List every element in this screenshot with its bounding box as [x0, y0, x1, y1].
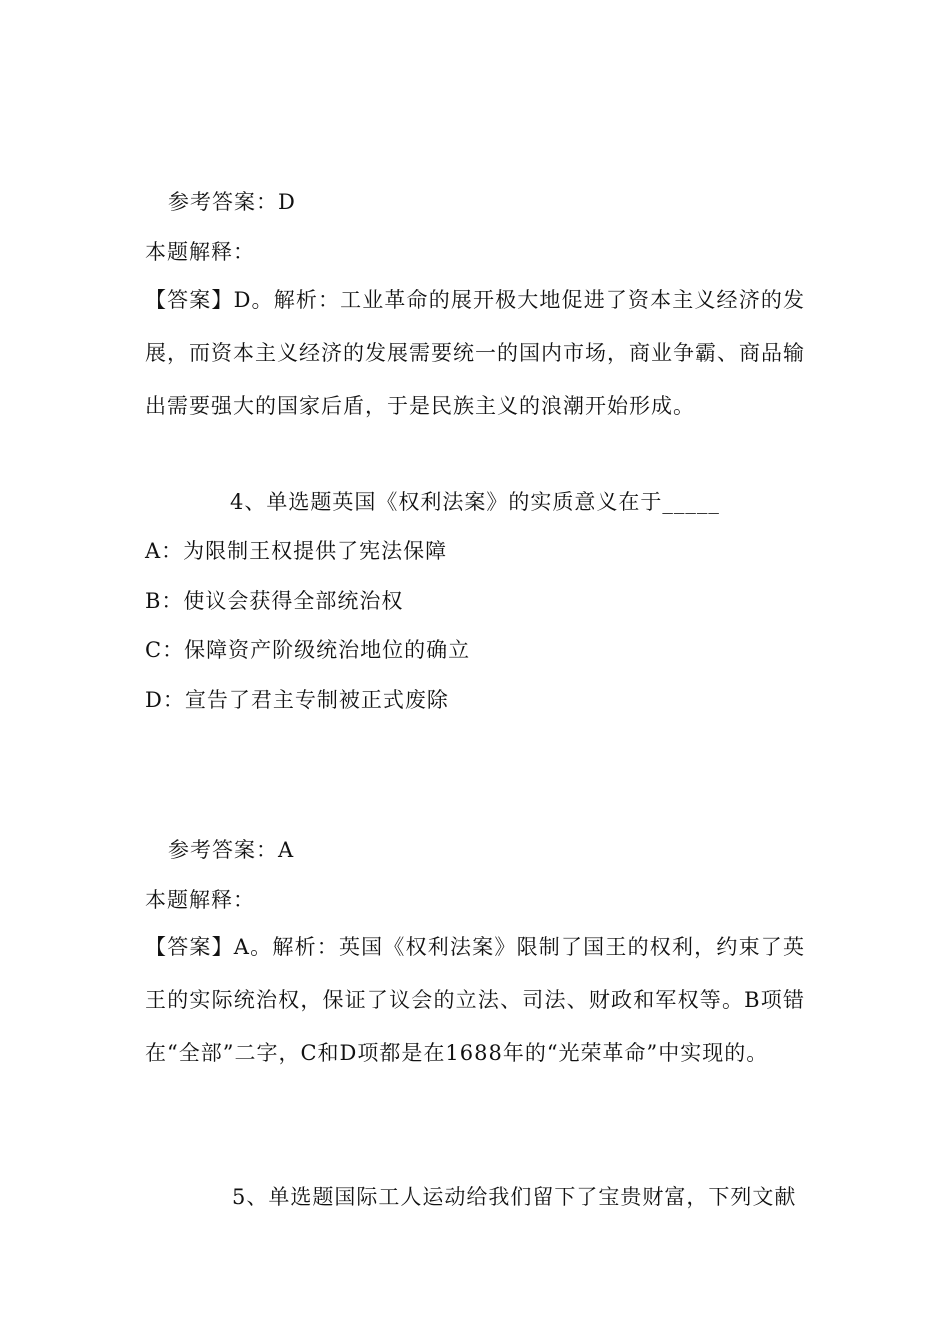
explanation-3: 【答案】D。解析：工业革命的展开极大地促进了资本主义经济的发展，而资本主义经济的发展需要统一的国内市场，商业争霸、商品输出需要强大的国家后盾，于是民族主义的浪潮开始形成。: [145, 288, 805, 418]
answer-line-4: 参考答案：A: [168, 838, 295, 862]
question-4-option-b: B：使议会获得全部统治权: [145, 589, 404, 613]
explain-label-4: 本题解释：: [145, 888, 255, 912]
question-4-stem: 4、单选题英国《权利法案》的实质意义在于_____: [230, 490, 720, 514]
explanation-4: 【答案】A。解析：英国《权利法案》限制了国王的权利，约束了英王的实际统治权，保证了议会的立法、司法、财政和军权等。B项错在“全部”二字，C和D项都是在1688年的“光荣革命”中实现的。: [145, 935, 805, 1065]
question-4-option-d: D：宣告了君主专制被正式废除: [145, 688, 449, 712]
question-5-stem: 5、单选题国际工人运动给我们留下了宝贵财富，下列文献: [232, 1185, 797, 1209]
question-4-option-a: A：为限制王权提供了宪法保障: [145, 539, 448, 563]
answer-line-3: 参考答案：D: [168, 190, 296, 214]
explain-label-3: 本题解释：: [145, 240, 255, 264]
question-4-option-c: C：保障资产阶级统治地位的确立: [145, 638, 471, 662]
